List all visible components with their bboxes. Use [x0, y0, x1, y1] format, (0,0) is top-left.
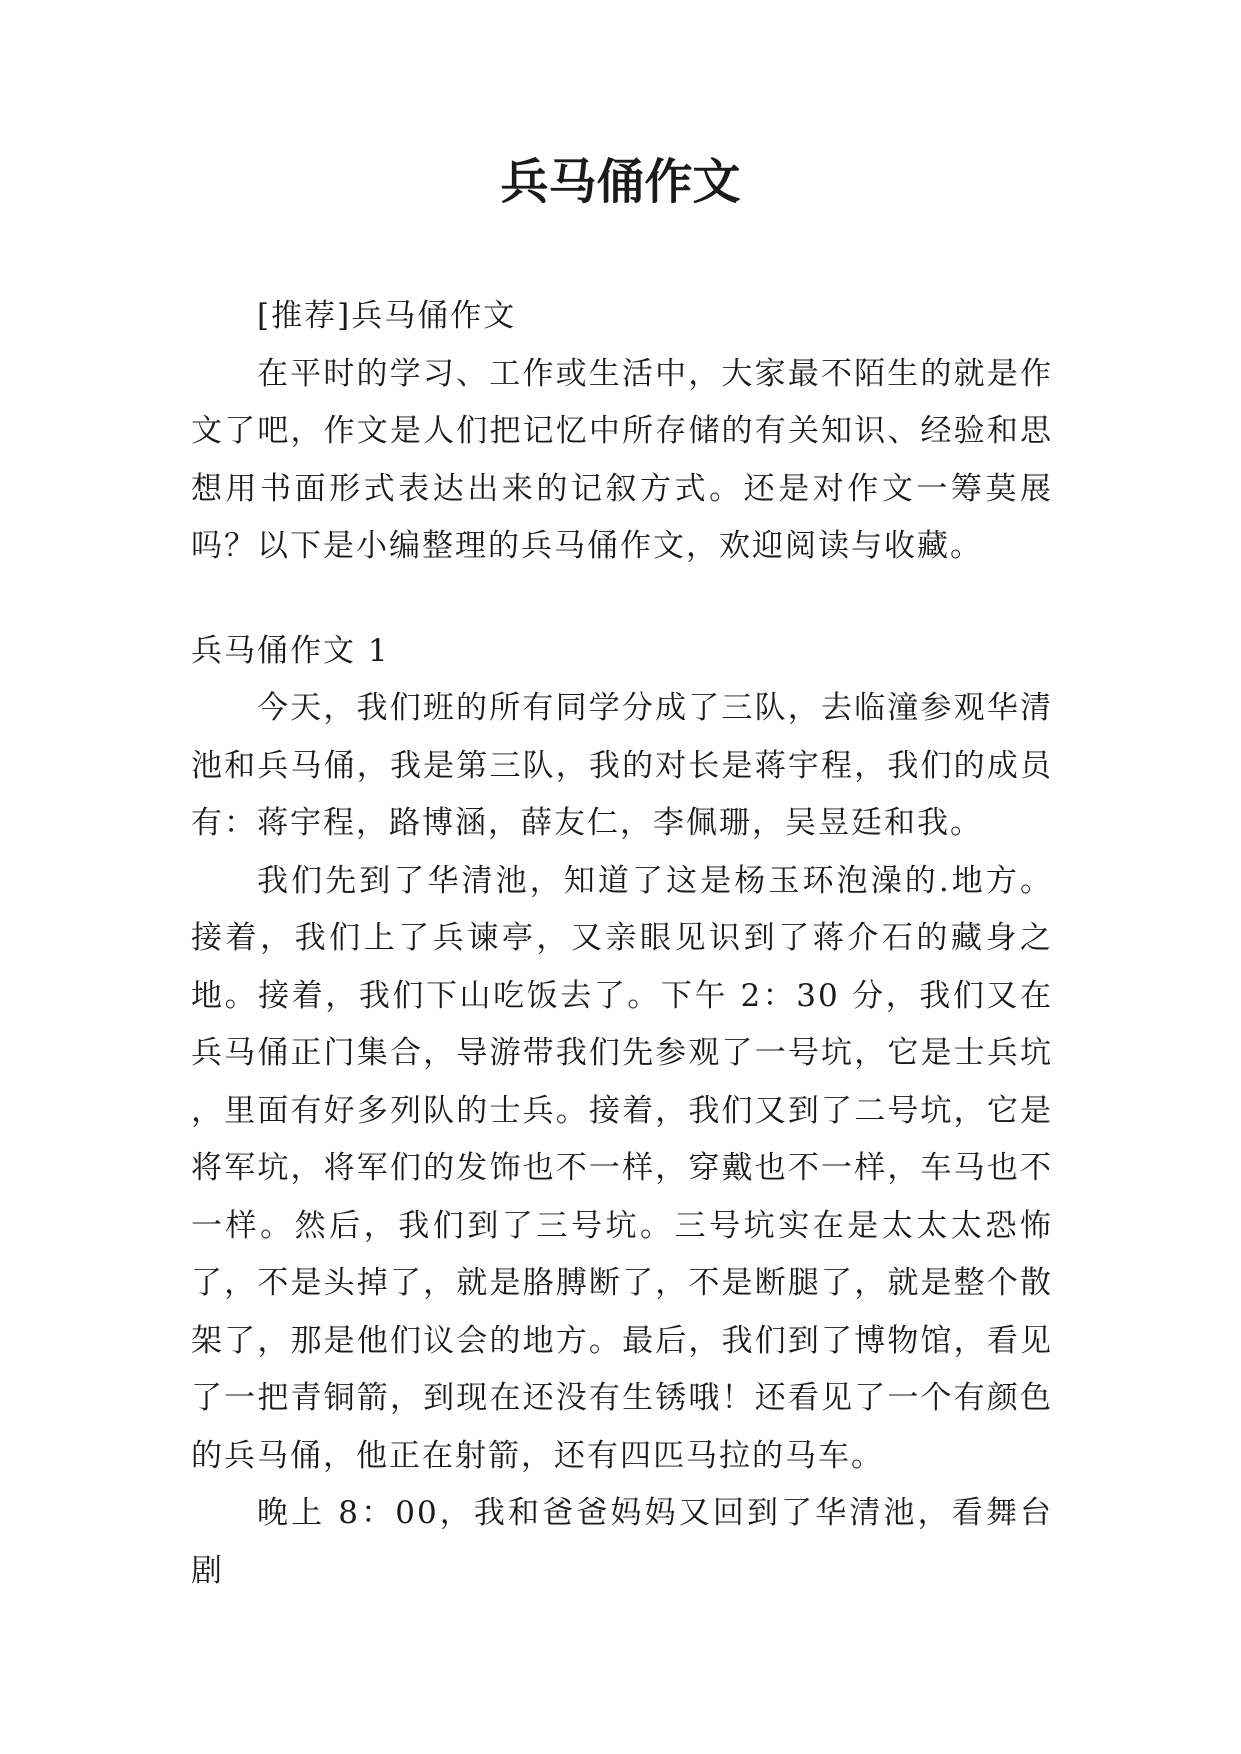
section-heading: 兵马俑作文 1 [191, 632, 390, 669]
paragraph-body: 我们先到了华清池，知道了这是杨玉环泡澡的.地方。接着，我们上了兵谏亭，又亲眼见识到了蒋介石的藏身之地。接着，我们下山吃饭去了。下午 2：30 分，我们又在兵马俑正门集合，导游带我们先参观了一号坑，它是士兵坑 ，里面有好多列队的士兵。接着，我们又到了二号坑，它是将军坑，将军们的发饰也不一样，穿戴也不一样，车马也不一样。然后，我们到了三号坑。三号坑实在是太太太恐怖了，不是头掉了，就是胳膊断了，不是断腿了，就是整个散架了，那是他们议会的地方。最后，我们到了博物馆，看见了一把青铜箭，到现在还没有生锈哦！还看见了一个有颜色的兵马俑，他正在射箭，还有四匹马拉的马车。 [191, 862, 1053, 1474]
paragraph-body: 晚上 8：00，我和爸爸妈妈又回到了华清池，看舞台剧 [191, 1495, 1053, 1589]
paragraph-recommend: [推荐]兵马俑作文 [257, 298, 517, 334]
paragraph-intro: 在平时的学习、工作或生活中，大家最不陌生的就是作文了吧，作文是人们把记忆中所存储的有关知识、经验和思想用书面形式表达出来的记叙方式。还是对作文一筹莫展吗？以下是小编整理的兵马俑作文，欢迎阅读与收藏。 [191, 355, 1053, 564]
paragraph-body: 今天，我们班的所有同学分成了三队，去临潼参观华清池和兵马俑，我是第三队，我的对长是蒋宇程，我们的成员有：蒋宇程，路博涵，薛友仁，李佩珊，吴昱廷和我。 [191, 690, 1053, 841]
document-body [191, 288, 1053, 1600]
page-title: 兵马俑作文 [500, 154, 741, 210]
